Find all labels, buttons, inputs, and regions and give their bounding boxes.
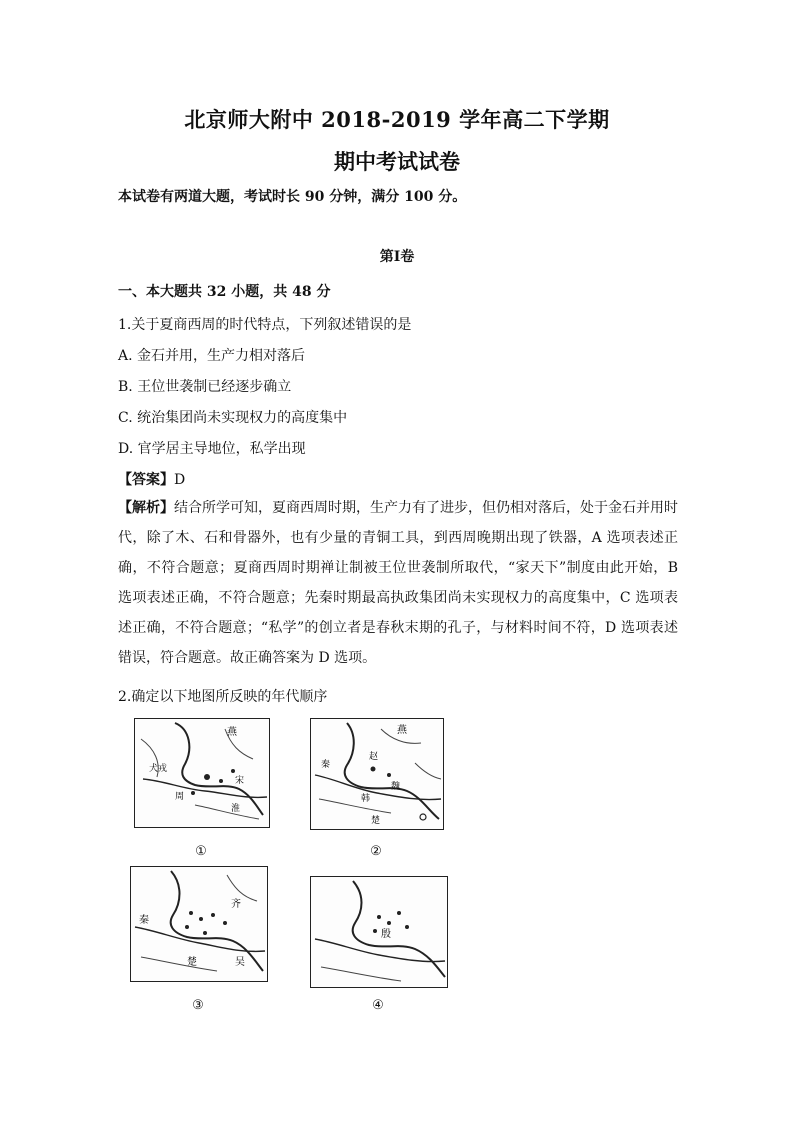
map-3-label-qin: 秦 <box>139 915 149 926</box>
map-1-drawing <box>135 719 269 827</box>
map-3-label-chu: 楚 <box>187 957 197 968</box>
question-1-option-b: B. 王位世袭制已经逐步确立 <box>118 379 292 395</box>
map-2-label-yan: 燕 <box>397 725 407 736</box>
map-2-caption: ② <box>370 844 382 859</box>
map-2-label-qin: 秦 <box>321 760 331 770</box>
question-1-option-c: C. 统治集团尚未实现权力的高度集中 <box>118 410 348 426</box>
map-1-caption: ① <box>195 844 207 859</box>
answer-value: D <box>174 472 186 488</box>
map-3-label-wu: 吴 <box>235 957 245 968</box>
question-1-stem: 1.关于夏商西周的时代特点，下列叙述错误的是 <box>118 317 412 333</box>
map-1-label-huai: 淮 <box>231 804 241 814</box>
map-1-label-song: 宋 <box>235 776 245 786</box>
historical-map-3 <box>130 866 268 982</box>
historical-map-1 <box>134 718 270 828</box>
question-1-option-a: A. 金石并用，生产力相对落后 <box>118 348 306 364</box>
map-4-drawing <box>311 877 447 987</box>
section-heading: 一、本大题共 32 小题，共 48 分 <box>118 284 331 300</box>
question-1-option-d: D. 官学居主导地位，私学出现 <box>118 441 306 457</box>
map-1-label-quanrong: 犬戎 <box>149 764 168 774</box>
historical-map-2 <box>310 718 444 830</box>
document-title: 北京师大附中 2018-2019 学年高二下学期 <box>184 107 610 132</box>
question-2-stem: 2.确定以下地图所反映的年代顺序 <box>118 689 328 705</box>
analysis-text: 结合所学可知，夏商西周时期，生产力有了进步，但仍相对落后，处于金石并用时代，除了木、石和骨器外，也有少量的青铜工具，到西周晚期出现了铁器，A 选项表述正确，不符合题意；夏商西周时期禅让制被王位世袭制所取代，“家天下”制度由此开始，B 选项表述正确，不符合题意；先秦时期最高执政集团尚未实现权力的高度集中，C 选项表述正确，不符合题意；“私学”的创立者是春秋末期的孔子，与材料时间不符，D 选项表述错误，符合题意。故正确答案为 D 选项。 <box>118 500 678 666</box>
map-3-drawing <box>131 867 267 981</box>
map-2-label-chu: 楚 <box>371 816 381 826</box>
map-4-label-yin: 殷 <box>381 929 391 940</box>
map-1-label-yan: 燕 <box>227 727 237 738</box>
map-2-drawing <box>311 719 443 829</box>
map-3-caption: ③ <box>192 998 204 1013</box>
answer-line <box>118 469 185 489</box>
map-2-label-han: 韩 <box>361 794 371 804</box>
map-2-label-zhao: 赵 <box>369 752 379 762</box>
historical-map-4 <box>310 876 448 988</box>
map-4-caption: ④ <box>372 998 384 1013</box>
map-2-label-wei: 魏 <box>391 782 401 792</box>
map-3-label-qi: 齐 <box>231 899 241 910</box>
volume-heading: 第Ⅰ卷 <box>379 249 415 265</box>
exam-instructions: 本试卷有两道大题，考试时长 90 分钟，满分 100 分。 <box>118 189 467 205</box>
map-1-label-zhou: 周 <box>175 792 185 802</box>
document-subtitle: 期中考试试卷 <box>334 149 460 174</box>
analysis-paragraph <box>118 493 678 673</box>
analysis-tag: 【解析】 <box>118 500 174 516</box>
answer-tag: 【答案】 <box>118 472 174 488</box>
